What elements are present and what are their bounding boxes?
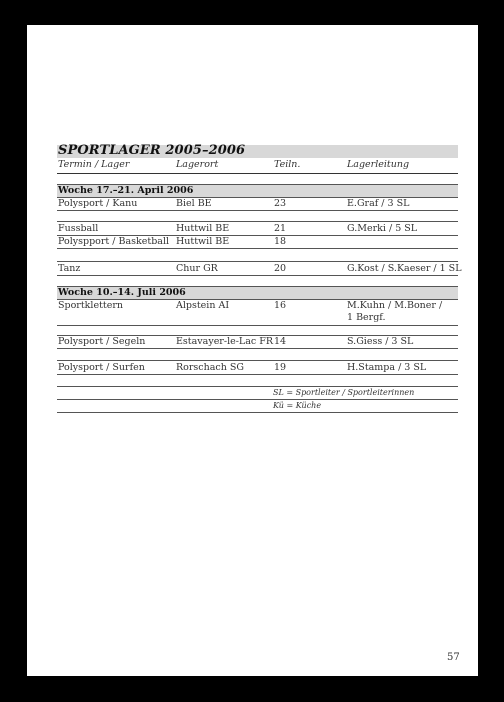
row-leitung: M.Kuhn / M.Boner / xyxy=(347,300,443,311)
row-leitung: G.Kost / S.Kaeser / 1 SL xyxy=(347,263,462,274)
row-lager: Polysport / Kanu xyxy=(58,198,138,209)
row-teiln: 14 xyxy=(274,336,287,347)
row-lager: Polysport / Surfen xyxy=(58,362,145,373)
divider xyxy=(57,261,458,262)
row-ort: Biel BE xyxy=(176,198,212,209)
row-lager: Polysport / Segeln xyxy=(58,336,146,347)
row-leitung-continued: 1 Bergf. xyxy=(347,312,386,323)
row-ort: Huttwil BE xyxy=(176,223,230,234)
row-ort: Huttwil BE xyxy=(176,236,230,247)
divider xyxy=(57,412,458,413)
row-lager: Fussball xyxy=(58,223,99,234)
header-lagerort: Lagerort xyxy=(176,159,219,170)
row-ort: Alpstein AI xyxy=(176,300,230,311)
row-lager: Polyspport / Basketball xyxy=(58,236,170,247)
row-lager: Sportklettern xyxy=(58,300,124,311)
header-divider xyxy=(57,173,458,174)
divider xyxy=(57,399,458,400)
divider xyxy=(57,348,458,349)
week-label: Woche 10.–14. Juli 2006 xyxy=(58,287,186,298)
row-teiln: 18 xyxy=(274,236,287,247)
divider xyxy=(57,325,458,326)
page-number: 57 xyxy=(447,652,460,663)
divider xyxy=(57,210,458,211)
row-leitung: E.Graf / 3 SL xyxy=(347,198,410,209)
header-teilnehmer: Teiln. xyxy=(274,159,301,170)
row-teiln: 21 xyxy=(274,223,287,234)
legend-note: SL = Sportleiter / Sportleiterinnen xyxy=(273,388,415,397)
divider xyxy=(57,386,458,387)
row-leitung: S.Giess / 3 SL xyxy=(347,336,414,347)
row-leitung: H.Stampa / 3 SL xyxy=(347,362,427,373)
week-label: Woche 17.–21. April 2006 xyxy=(58,185,194,196)
row-ort: Chur GR xyxy=(176,263,218,274)
row-teiln: 23 xyxy=(274,198,287,209)
row-leitung: G.Merki / 5 SL xyxy=(347,223,418,234)
document-page xyxy=(27,25,478,676)
divider xyxy=(57,275,458,276)
legend-note: Kü = Küche xyxy=(273,401,322,410)
row-ort: Rorschach SG xyxy=(176,362,244,373)
row-teiln: 16 xyxy=(274,300,287,311)
divider xyxy=(57,221,458,222)
header-termin-lager: Termin / Lager xyxy=(58,159,130,170)
row-teiln: 20 xyxy=(274,263,287,274)
row-lager: Tanz xyxy=(58,263,81,274)
row-teiln: 19 xyxy=(274,362,287,373)
divider xyxy=(57,248,458,249)
header-lagerleitung: Lagerleitung xyxy=(347,159,410,170)
divider xyxy=(57,360,458,361)
document-title: SPORTLAGER 2005–2006 xyxy=(58,143,246,158)
row-ort: Estavayer-le-Lac FR xyxy=(176,336,273,347)
divider xyxy=(57,374,458,375)
